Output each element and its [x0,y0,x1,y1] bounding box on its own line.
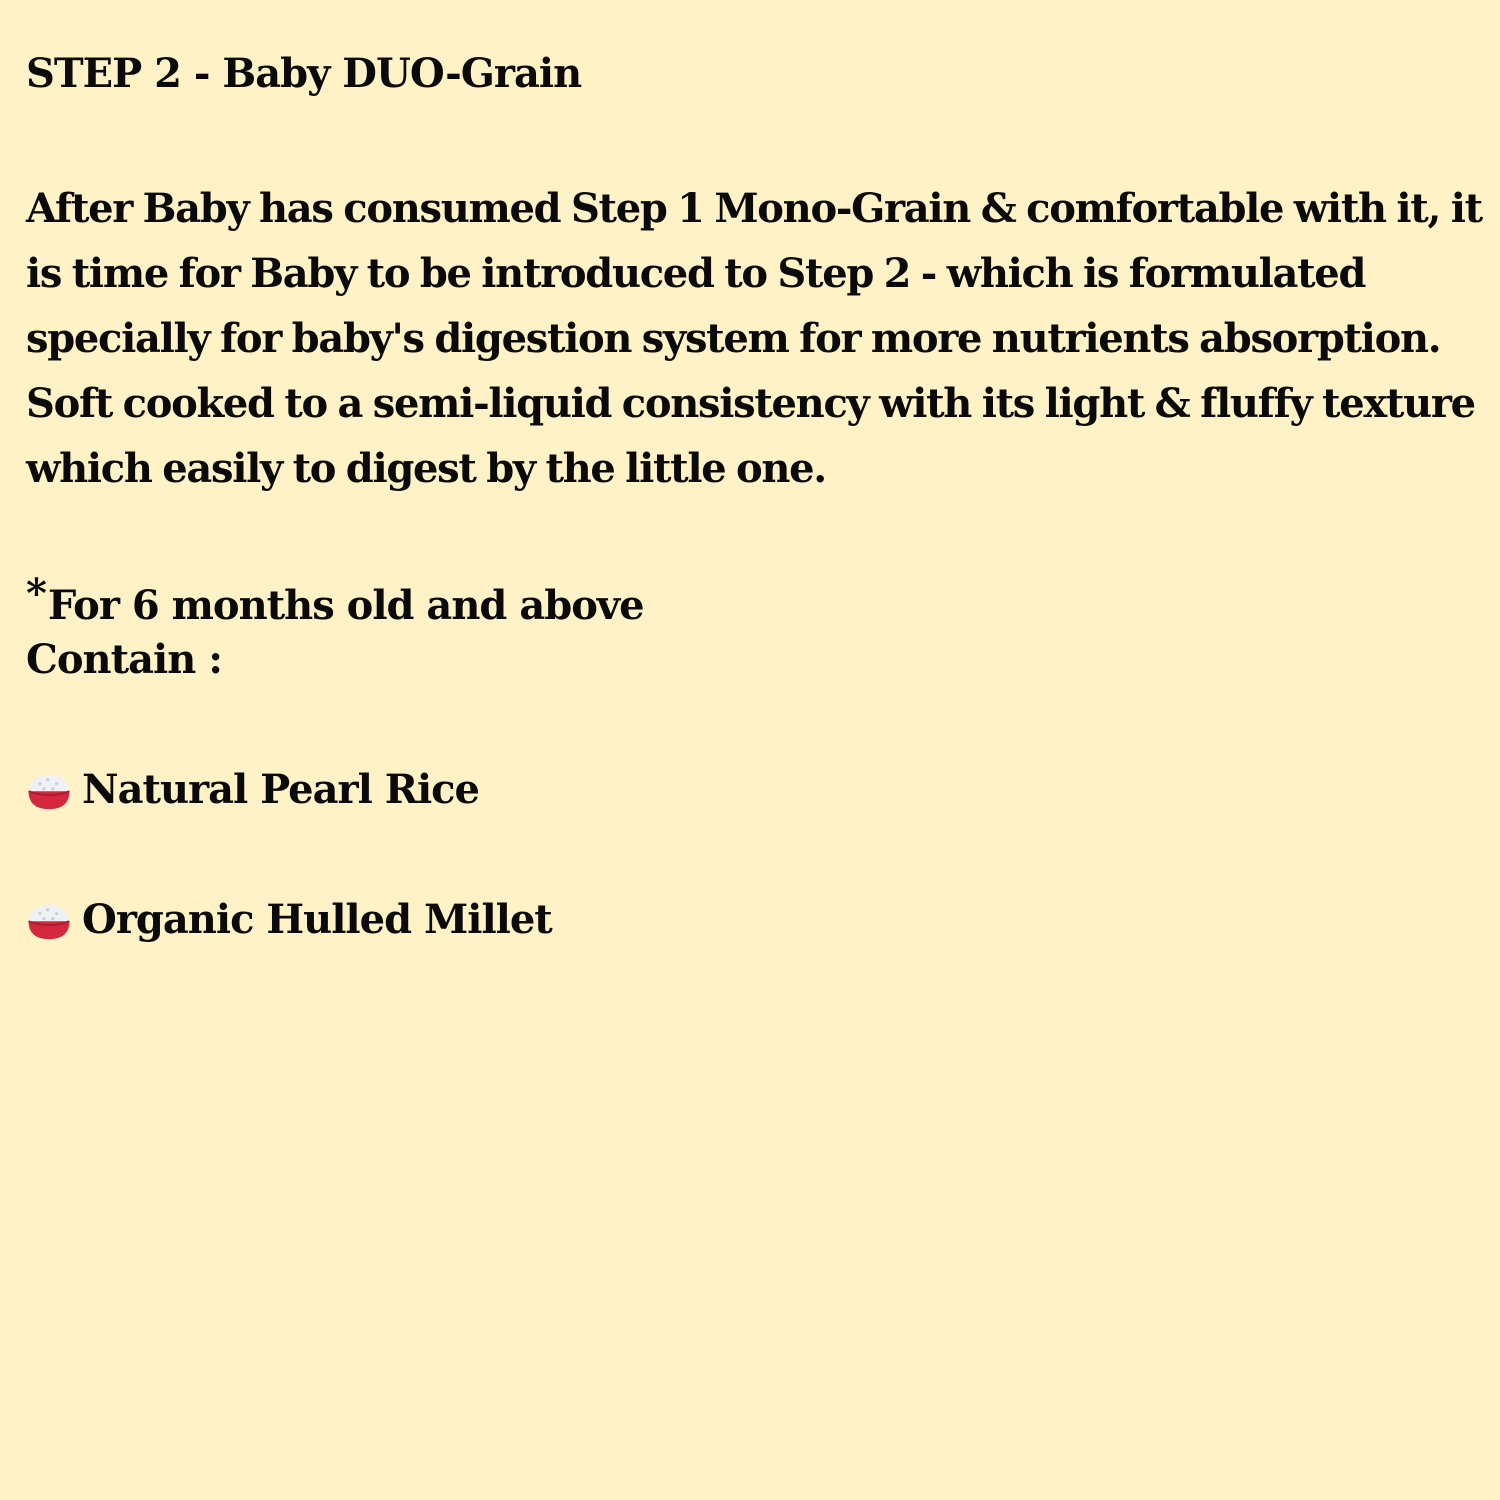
ingredient-label: Organic Hulled Millet [82,896,552,943]
ingredient-item [26,890,552,950]
ingredient-item [26,760,479,820]
product-description: After Baby has consumed Step 1 Mono-Grain & comfortable with it, it is time for Baby to be introduced to Step 2 - which is formulated specially for baby's digestion system for more nutrients absorption. Soft cooked to a semi-liquid consistency with its light & fluffy texture which easily to digest by the little one. [26,185,1482,492]
age-note-text: For 6 months old and above [47,582,644,629]
page-title: STEP 2 - Baby DUO-Grain [26,50,582,97]
asterisk-marker: * [26,570,46,617]
rice-bowl-icon [26,897,72,943]
ingredient-label: Natural Pearl Rice [82,766,479,813]
age-note [26,562,644,638]
contain-label: Contain : [26,636,222,683]
rice-bowl-icon [26,767,72,813]
